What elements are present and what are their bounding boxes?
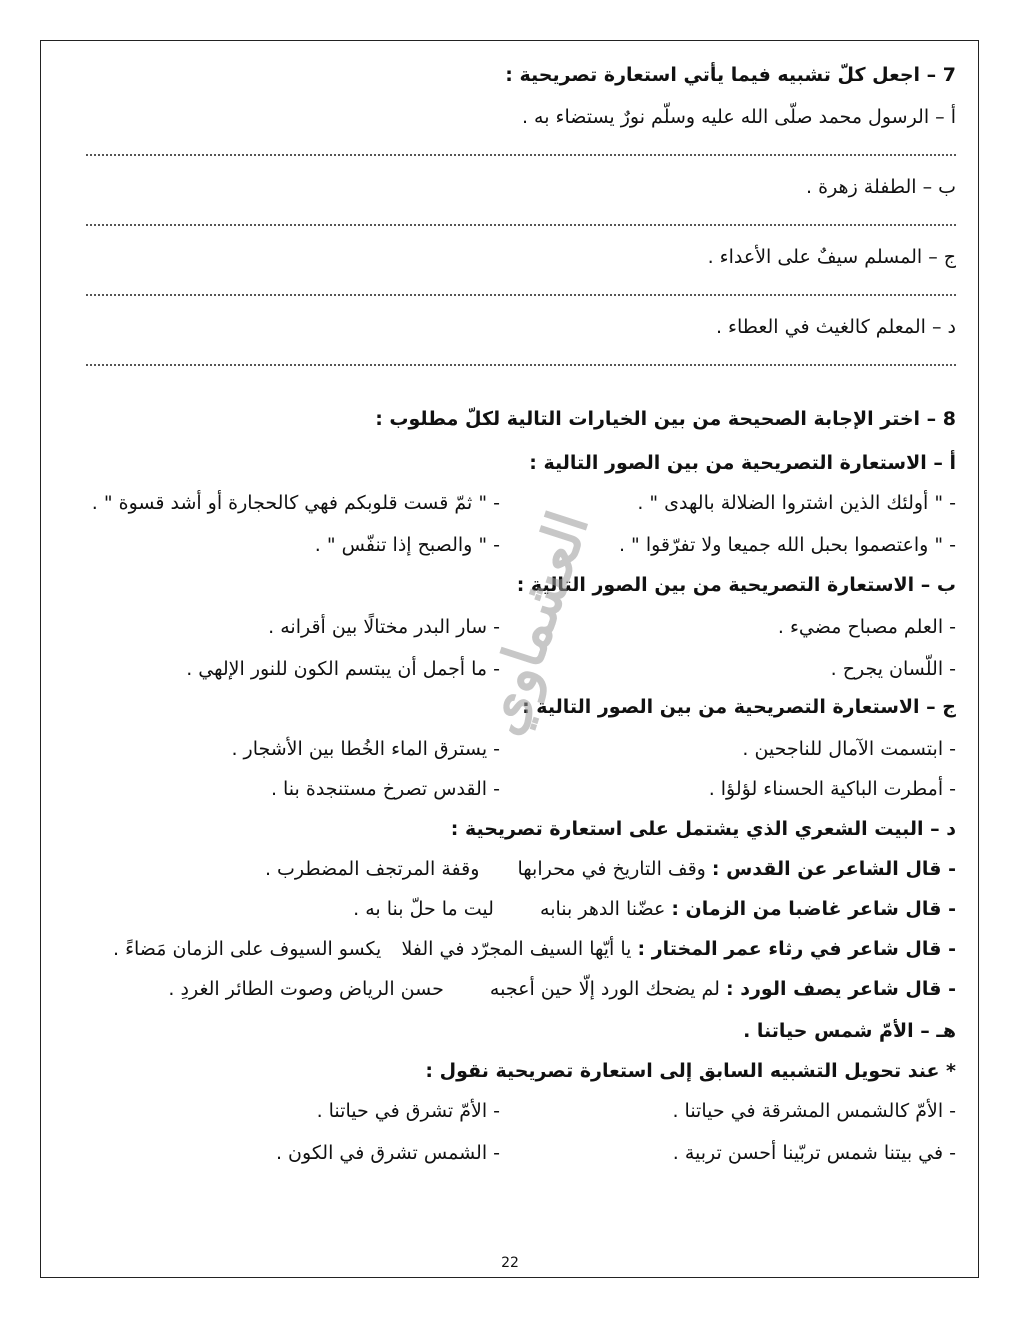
q8-b-option: - العلم مصباح مضيء . [777,616,956,638]
q7-item-b: ب – الطفلة زهرة . [806,176,956,198]
verse-hemistich-1: لم يضحك الورد إلّا حين أعجبه [489,978,720,1000]
q8-a-option: - " ثمّ قست قلوبكم فهي كالحجارة أو أشد قسوة " . [91,492,500,514]
q8-e-option: - الأمّ كالشمس المشرقة في حياتنا . [672,1100,956,1122]
q8-c-option: - يسترق الماء الخُطا بين الأشجار . [231,738,500,760]
verse-hemistich-1: عضّنا الدهر بنابه [540,898,666,920]
answer-line [86,154,956,156]
verse-hemistich-2: حسن الرياض وصوت الطائر الغردِ . [168,978,444,1000]
q7-item-a: أ – الرسول محمد صلّى الله عليه وسلّم نورٌ يستضاء به . [521,106,956,128]
q7-title: 7 – اجعل كلّ تشبيه فيما يأتي استعارة تصريحية : [505,64,956,86]
q8-e-option: - الأمّ تشرق في حياتنا . [316,1100,500,1122]
verse-hemistich-2: وقفة المرتجف المضطرب . [264,858,480,880]
answer-line [86,364,956,366]
q8-c-option: - أمطرت الباكية الحسناء لؤلؤا . [708,778,956,800]
q8-d-verse [113,936,956,962]
q8-b-title: ب – الاستعارة التصريحية من بين الصور التالية : [516,574,956,596]
q8-e-option: - في بيتنا شمس تربّينا أحسن تربية . [672,1142,956,1164]
verse-hemistich-2: يكسو السيوف على الزمان مَضاءً . [112,938,382,960]
q8-a-title: أ – الاستعارة التصريحية من بين الصور التالية : [529,452,956,474]
q8-title: 8 – اختر الإجابة الصحيحة من بين الخيارات التالية لكلّ مطلوب : [375,408,956,430]
verse-lead: - قال شاعر يصف الورد : [726,978,956,1000]
q8-b-option: - سار البدر مختالًا بين أقرانه . [268,616,500,638]
q8-d-verse [168,976,956,1002]
verse-lead: - قال الشاعر عن القدس : [711,858,956,880]
q8-d-title: د – البيت الشعري الذي يشتمل على استعارة تصريحية : [450,818,956,840]
verse-hemistich-1: يا أيّها السيف المجرّد في الفلا [401,938,632,960]
q8-e-option: - الشمس تشرق في الكون . [275,1142,500,1164]
q8-b-option: - اللّسان يجرح . [830,658,956,680]
verse-lead: - قال شاعر في رثاء عمر المختار : [637,938,956,960]
q8-e-subtitle: * عند تحويل التشبيه السابق إلى استعارة تصريحية نقول : [425,1060,956,1082]
q8-a-option: - " والصبح إذا تنفّس " . [314,534,500,556]
verse-hemistich-1: وقف التاريخ في محرابها [517,858,706,880]
verse-hemistich-2: ليت ما حلّ بنا به . [353,898,494,920]
q7-item-c: ج – المسلم سيفٌ على الأعداء . [707,246,956,268]
q8-d-verse [265,856,956,882]
verse-lead: - قال شاعر غاضبا من الزمان : [671,898,956,920]
q8-c-option: - القدس تصرخ مستنجدة بنا . [270,778,500,800]
q8-c-option: - ابتسمت الآمال للناجحين . [742,738,956,760]
q8-a-option: - " أولئك الذين اشتروا الضلالة بالهدى " . [637,492,956,514]
answer-line [86,294,956,296]
q8-b-option: - ما أجمل أن يبتسم الكون للنور الإلهي . [186,658,500,680]
q8-d-verse [353,896,956,922]
q8-c-title: ج – الاستعارة التصريحية من بين الصور التالية : [522,696,956,718]
q7-item-d: د – المعلم كالغيث في العطاء . [715,316,956,338]
author-watermark: العشماوي [468,503,602,743]
page-number: 22 [501,1255,519,1271]
q8-e-title: هـ – الأمّ شمس حياتنا . [743,1020,956,1042]
q8-a-option: - " واعتصموا بحبل الله جميعا ولا تفرّقوا " . [618,534,956,556]
answer-line [86,224,956,226]
